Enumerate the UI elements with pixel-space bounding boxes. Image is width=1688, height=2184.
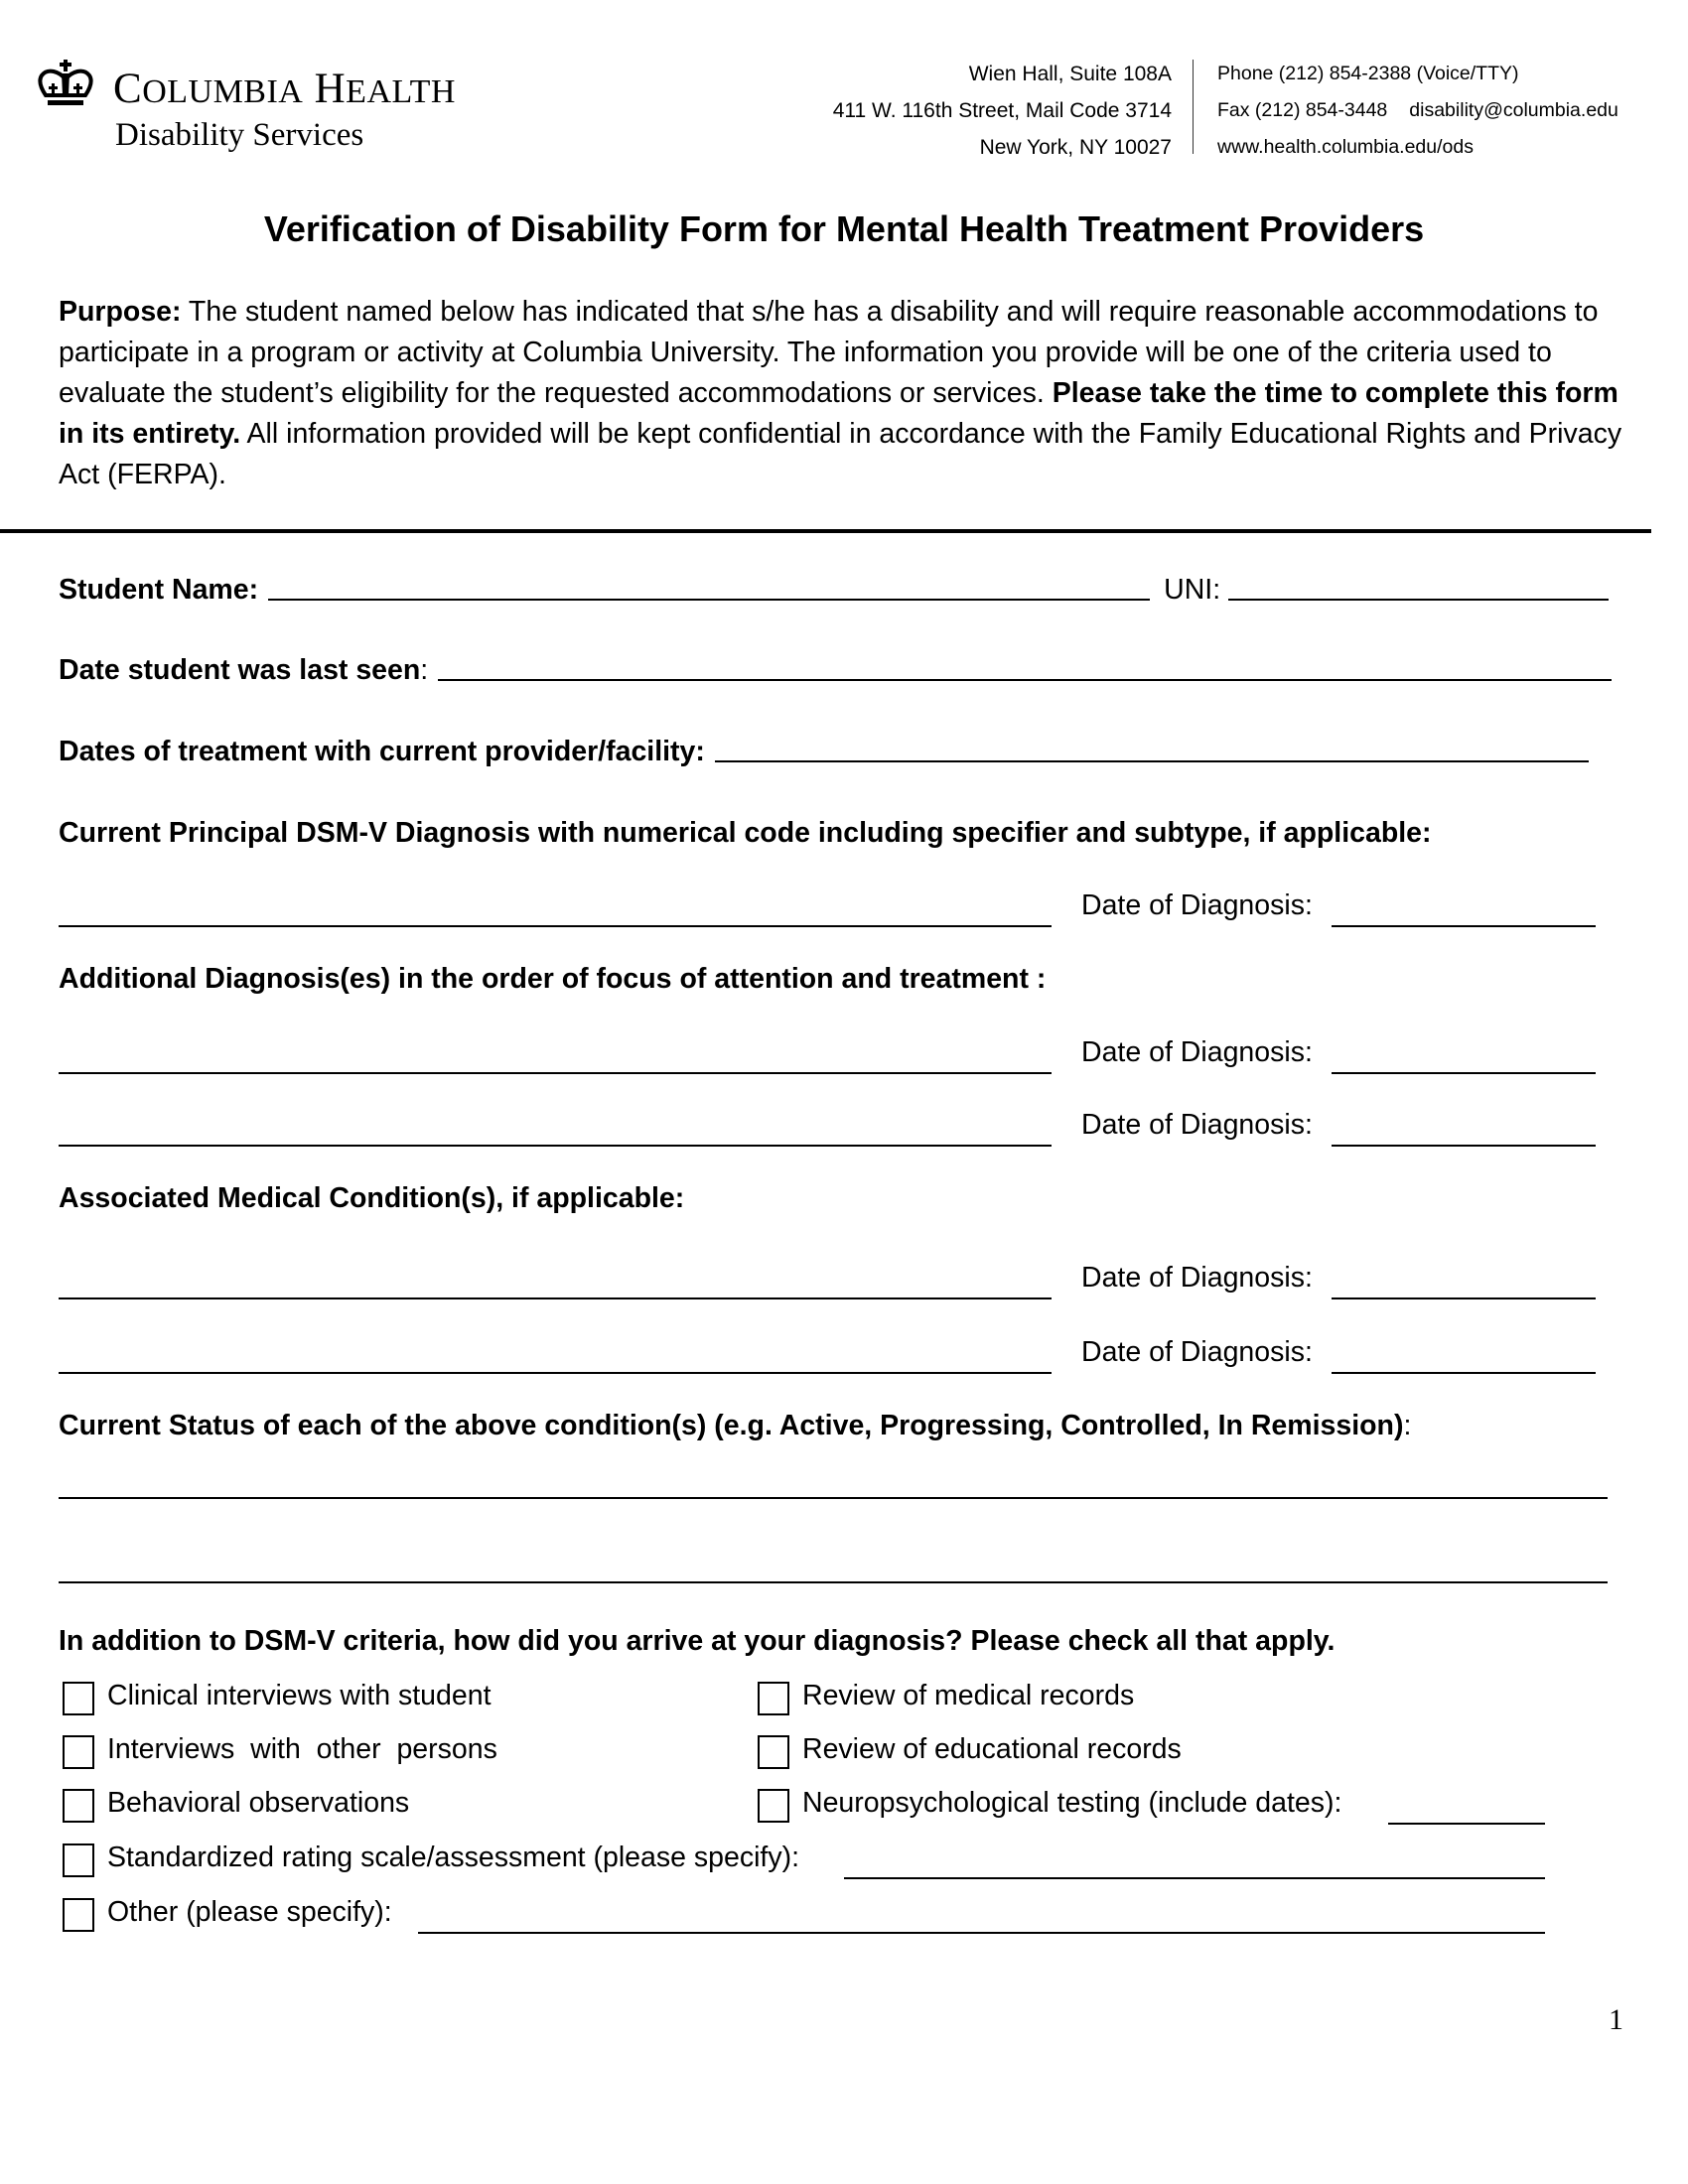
medical-condition-date-label-1: Date of Diagnosis: [1081,1262,1313,1294]
checkbox-behavioral-observations[interactable] [63,1789,94,1823]
last-seen-label: Date student was last seen: [59,654,429,686]
purpose-label: Purpose: [59,296,182,328]
purpose-paragraph [59,292,1627,495]
treatment-dates-field[interactable] [715,760,1589,762]
purpose-emphasis: Please take the time to complete this form in its entirety. [59,377,1618,450]
medical-condition-date-field-2[interactable] [1332,1372,1596,1374]
medical-condition-field-2[interactable] [59,1372,1052,1374]
current-status-field-2[interactable] [59,1581,1608,1583]
other-label: Other (please specify): [107,1896,392,1928]
checkbox-clinical-interviews[interactable] [63,1682,94,1715]
interviews-others-label: Interviews with other persons [107,1733,497,1765]
brand-subtitle: Disability Services [115,117,364,153]
medical-condition-field-1[interactable] [59,1297,1052,1299]
last-seen-row [59,654,1612,687]
principal-diagnosis-date-label: Date of Diagnosis: [1081,889,1313,921]
address-line-1: Wien Hall, Suite 108A [968,63,1172,85]
other-specify-field[interactable] [418,1932,1545,1934]
clinical-interviews-label: Clinical interviews with student [107,1680,492,1711]
medical-condition-date-field-1[interactable] [1332,1297,1596,1299]
columbia-health-logo [38,58,534,167]
purpose-text: The student named below has indicated that s/he has a disability and will require reasonable accommodations to participate in a program or activity at Columbia University. The information you provide will be one of the criteria used to evaluate the student’s eligibility for the requested accommodations or services. [59,296,1599,409]
checkbox-medical-records[interactable] [758,1682,789,1715]
phone-text: Phone (212) 854-2388 (Voice/TTY) [1217,63,1519,84]
website-link[interactable]: www.health.columbia.edu/ods [1217,136,1474,158]
address-line-2: 411 W. 116th Street, Mail Code 3714 [832,99,1172,122]
medical-records-label: Review of medical records [802,1680,1135,1711]
additional-diagnoses-heading: Additional Diagnosis(es) in the order of focus of attention and treatment : [59,963,1047,995]
additional-diagnosis-date-field-1[interactable] [1332,1072,1596,1074]
student-name-row [59,574,1609,607]
fax-text: Fax (212) 854-3448 [1217,99,1388,121]
current-status-heading: Current Status of each of the above condition(s) (e.g. Active, Progressing, Controlled, In Remission): [59,1410,1412,1441]
header-divider [1193,60,1194,154]
address-line-3: New York, NY 10027 [979,136,1172,159]
checkbox-educational-records[interactable] [758,1735,789,1769]
treatment-dates-row [59,736,1589,768]
current-status-field-1[interactable] [59,1497,1608,1499]
additional-diagnosis-date-label-2: Date of Diagnosis: [1081,1109,1313,1141]
neuropsych-dates-field[interactable] [1388,1823,1545,1825]
uni-field[interactable] [1228,599,1609,601]
crown-icon [38,60,93,109]
standardized-rating-field[interactable] [844,1877,1545,1879]
medical-condition-date-label-2: Date of Diagnosis: [1081,1336,1313,1368]
checkbox-standardized-rating[interactable] [63,1843,94,1877]
checkbox-interviews-others[interactable] [63,1735,94,1769]
student-name-field[interactable] [268,599,1150,601]
checkbox-other[interactable] [63,1898,94,1932]
brand-name: COLUMBIA HEALTH [113,66,456,112]
last-seen-field[interactable] [438,679,1612,681]
contact-block [1217,56,1618,166]
principal-diagnosis-heading: Current Principal DSM-V Diagnosis with numerical code including specifier and subtype, if applicable: [59,817,1432,849]
principal-diagnosis-field[interactable] [59,925,1052,927]
behavioral-observations-label: Behavioral observations [107,1787,410,1819]
page-number: 1 [1609,2003,1623,2036]
email-link[interactable]: disability@columbia.edu [1409,99,1618,121]
purpose-text-2: All information provided will be kept confidential in accordance with the Family Educational Rights and Privacy Act (FERPA). [59,418,1622,490]
student-name-label: Student Name: [59,574,259,606]
methods-heading: In addition to DSM-V criteria, how did you arrive at your diagnosis? Please check all that apply. [59,1625,1336,1657]
standardized-rating-label: Standardized rating scale/assessment (please specify): [107,1842,800,1873]
medical-conditions-heading: Associated Medical Condition(s), if applicable: [59,1182,685,1214]
additional-diagnosis-field-2[interactable] [59,1145,1052,1147]
additional-diagnosis-date-field-2[interactable] [1332,1145,1596,1147]
address-block [833,56,1172,166]
additional-diagnosis-date-label-1: Date of Diagnosis: [1081,1036,1313,1068]
uni-label: UNI: [1164,574,1221,606]
section-divider [0,529,1651,533]
form-title: Verification of Disability Form for Mental Health Treatment Providers [263,208,1425,249]
neuropsych-testing-label: Neuropsychological testing (include dates): [802,1787,1342,1819]
additional-diagnosis-field-1[interactable] [59,1072,1052,1074]
principal-diagnosis-date-field[interactable] [1332,925,1596,927]
treatment-dates-label: Dates of treatment with current provider/facility: [59,736,705,767]
checkbox-neuropsych-testing[interactable] [758,1789,789,1823]
educational-records-label: Review of educational records [802,1733,1182,1765]
